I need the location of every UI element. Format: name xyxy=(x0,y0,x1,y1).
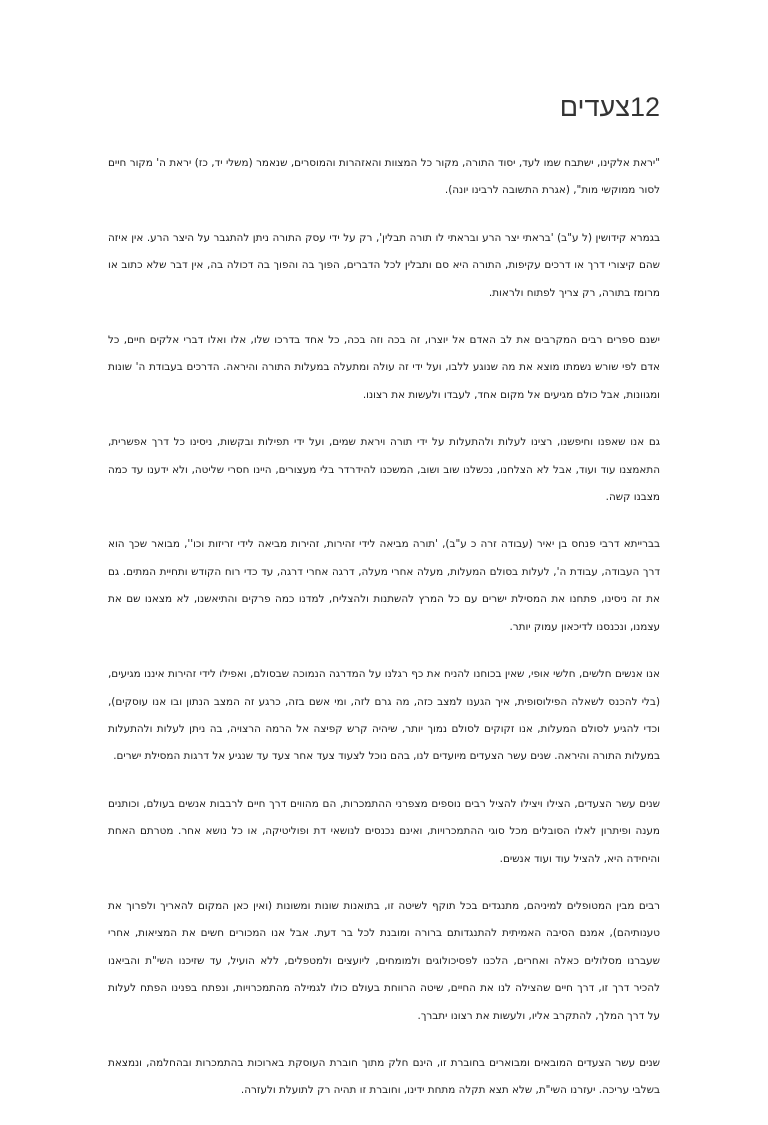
paragraph: גם אנו שאפנו וחיפשנו, רצינו לעלות ולהתעלות על ידי תורה ויראת שמים, ועל ידי תפילות ובקשות, ניסינו כל דרך אפשרית, התאמצנו עוד ועוד, אבל לא הצלחנו, נכשלנו שוב ושוב, המשכנו להידרדר בלי מעצורים, היינו חסרי שליטה, ולא ידענו עד כמה מצבנו קשה. xyxy=(108,436,660,504)
paragraph: בגמרא קידושין (ל ע"ב) 'בראתי יצר הרע ובראתי לו תורה תבלין', רק על ידי עסק התורה ניתן להתגבר על היצר הרע. אין איזה שהם קיצורי דרך או דרכים עקיפות, התורה היא סם ותבלין לכל הדברים, הפוך בה והפוך בה דכולה בה, אין דבר שלא כתוב או מרומז בתורה, רק צריך לפתוח ולראות. xyxy=(108,231,660,299)
paragraph: אנו אנשים חלשים, חלשי אופי, שאין בכוחנו להניח את כף רגלנו על המדרגה הנמוכה שבסולם, ואפילו לידי זהירות איננו מגיעים, (בלי להכנס לשאלה הפילוסופית, איך הגענו למצב כזה, מה גרם לזה, ומי אשם בזה, כרגע זה המצב הנתון ובו אנו עוסקים), וכדי להגיע לסולם המעלות, אנו זקוקים לסולם נמוך יותר, שיהיה קרש קפיצה אל הרמה הרצויה, בה ניתן לעלות ולהתעלות במעלות התורה והיראה. שנים עשר הצעדים מיועדים לנו, בהם נוכל לצעוד צעד אחר צעד עד שנגיע אל דרגות המסילת ישרים. xyxy=(108,668,660,763)
paragraph: ישנם ספרים רבים המקרבים את לב האדם אל יוצרו, זה בכה וזה בכה, כל אחד בדרכו שלו, אלו ואלו דברי אלקים חיים, כל אדם לפי שורש נשמתו מוצא את מה שנוגע ללבו, ועל ידי זה עולה ומתעלה במעלות התורה והיראה. הדרכים בעבודת ה' שונות ומגוונות, אבל כולם מגיעים אל מקום אחד, לעבדו ולעשות את רצונו. xyxy=(108,334,660,401)
document-title: 12צעדים xyxy=(559,92,660,122)
paragraph: שנים עשר הצעדים, הצילו ויצילו להציל רבים נוספים מצפרני ההתמכרות, הם מהווים דרך חיים לרבבות אנשים בעולם, וכותנים מענה ופיתרון לאלו הסובלים מכל סוגי ההתמכרויות, ואינם נכנסים לנושאי דת ופוליטיקה, או כל נושא אחר. מטרתם האחת והיחידה היא, להציל עוד ועוד אנשים. xyxy=(108,797,660,865)
paragraph: רבים מבין המטופלים למיניהם, מתנגדים בכל תוקף לשיטה זו, בתואנות שונות ומשונות (ואין כאן המקום להאריך ולפרוך את טענותיהם), אמנם הסיבה האמיתית להתנגדותם ברורה ומובנת לכל בר דעת. אבל אנו המכורים חשים את המציאות, אחרי שעברנו מסלולים כאלה ואחרים, הלכנו לפסיכולוגים ולמומחים, ליועצים ולמטפלים, ללא הועיל, עד שזיכנו השי"ת והביאנו להכיר דרך זו, דרך חיים שהצילה לנו את החיים, שיטה הרווחת בעולם כולו לגמילה מהתמכרויות, ונפתח בפנינו הפתח לעלות על דרך המלך, להתקרב אליו, ולעשות את רצונו יתברך. xyxy=(108,899,660,1022)
paragraph: "יראת אלקינו, ישתבח שמו לעד, יסוד התורה, מקור כל המצוות והאזהרות והמוסרים, שנאמר (משלי יד, כז) יראת ה' מקור חיים לסור ממוקשי מות", (אגרת התשובה לרבינו יונה). xyxy=(108,157,660,197)
paragraph: בברייתא דרבי פנחס בן יאיר (עבודה זרה כ ע"ב), 'תורה מביאה לידי זהירות, זהירות מביאה לידי זריזות וכו'', מבואר שכך הוא דרך העבודה, עבודת ה', לעלות בסולם המעלות, מעלה אחרי מעלה, דרגה אחרי דרגה, עד כדי רוח הקודש ותחיית המתים. גם את זה ניסינו, פתחנו את המסילת ישרים עם כל המרץ להשתנות ולהצליח, למדנו כמה פרקים והתיאשנו, לא מצאנו שם את עצמנו, ונכנסנו לדיכאון עמוק יותר. xyxy=(108,538,660,633)
document-page xyxy=(108,90,660,1125)
paragraph: שנים עשר הצעדים המובאים ומבוארים בחוברת זו, הינם חלק מתוך חוברת העוסקת בארוכות בהתמכרות ובהחלמה, ונמצאת בשלבי עריכה. יעזרנו השי"ת, שלא תצא תקלה מתחת ידינו, וחוברת זו תהיה רק לתועלת ולעזרה. xyxy=(108,1056,660,1097)
